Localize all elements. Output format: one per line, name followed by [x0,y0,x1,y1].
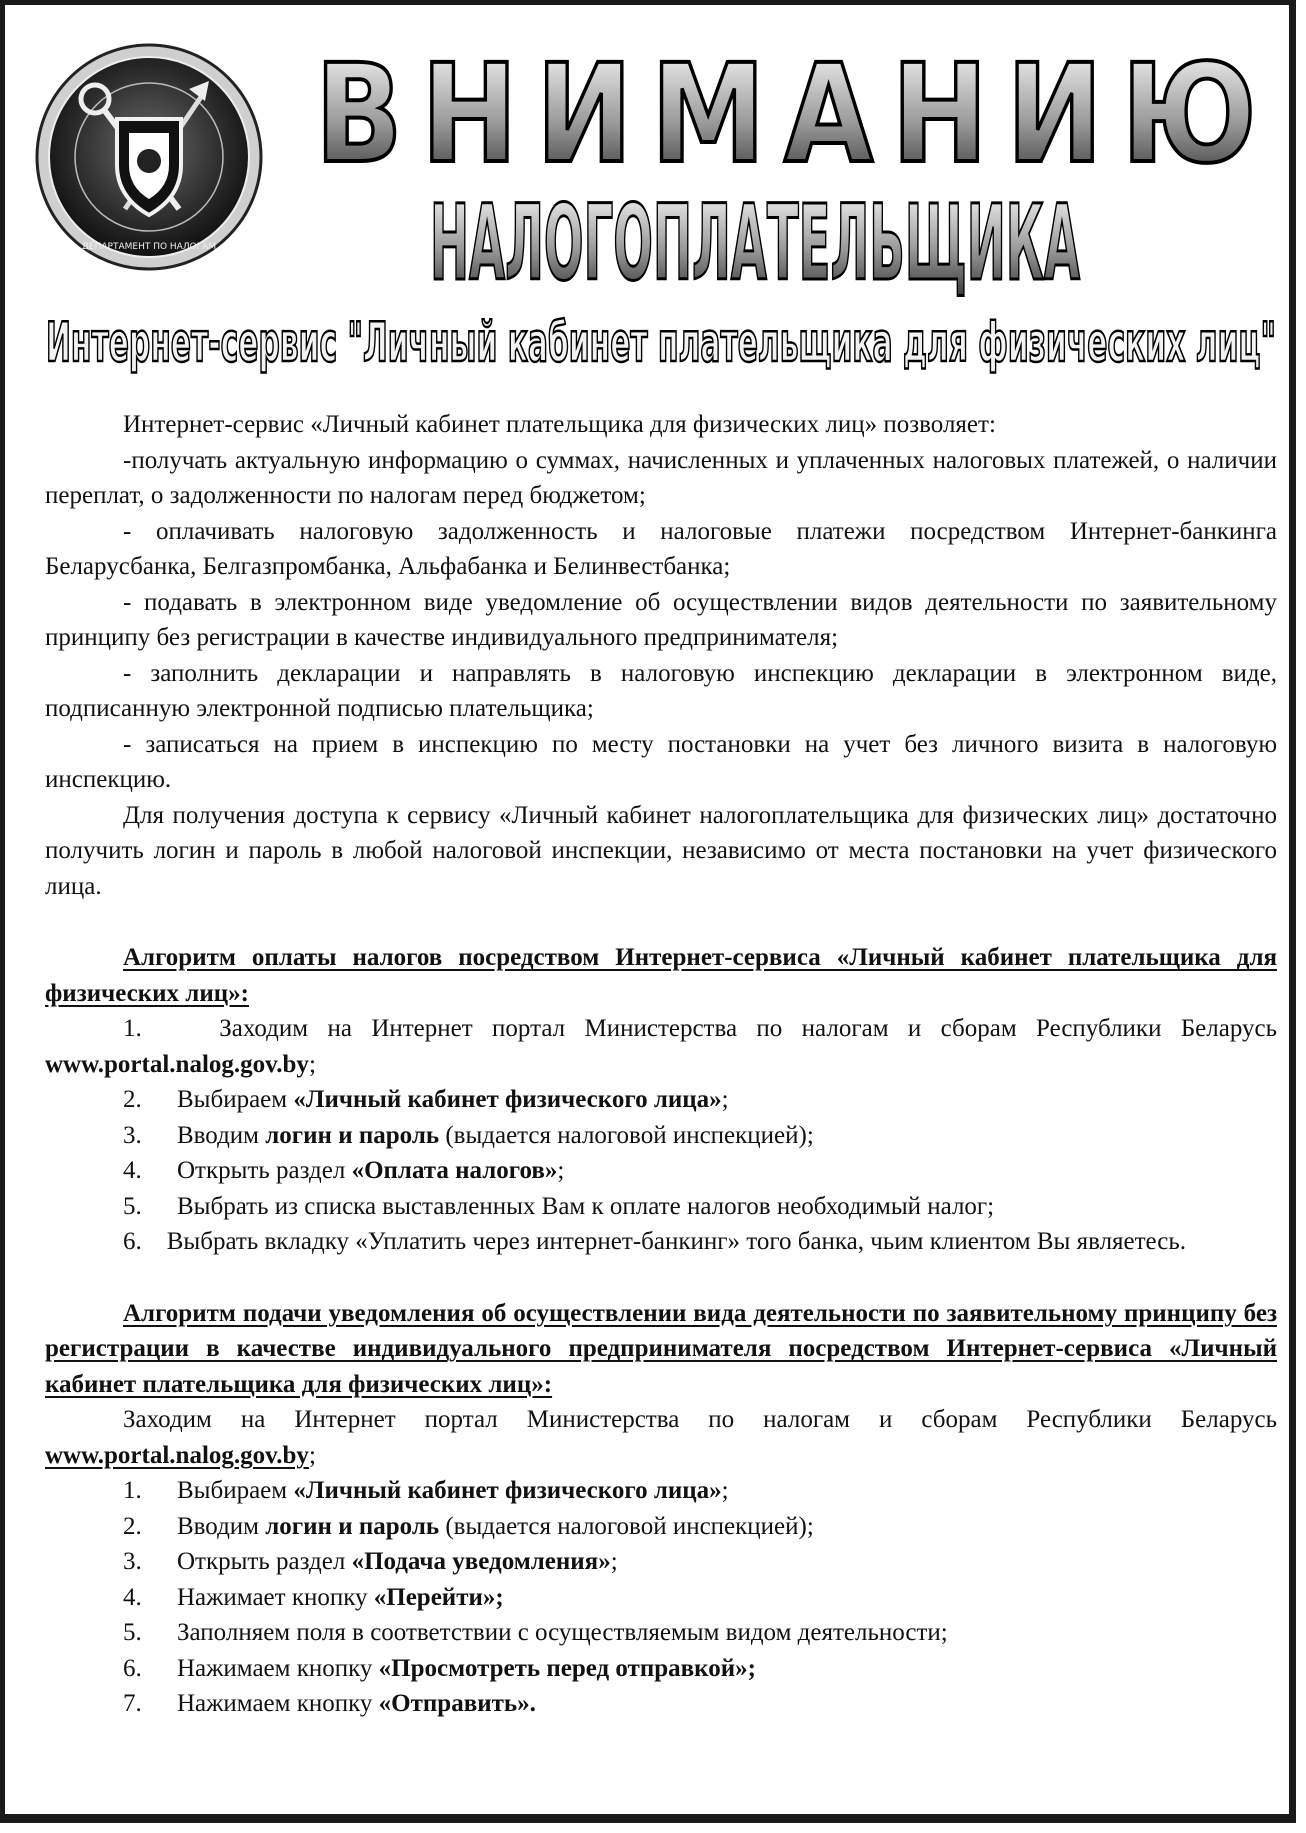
attention-title [305,36,1285,194]
list-item: 1. Заходим на Интернет портал Министерства по налогам и сборам Республики Беларусь www.portal.nalog.gov.by; [45,1015,1278,1078]
list-item: 7. Нажимаем кнопку «Отправить». [123,1690,536,1717]
intro-item: -получать актуальную информацию о суммах, начисленных и уплаченных налоговых платежей, о наличии переплат, о задолженности по налогам перед бюджетом; [45,446,1277,509]
list-item: 2. Выбираем «Личный кабинет физического лица»; [123,1086,729,1113]
list-item: 5. Заполняем поля в соответствии с осуществляемым видом деятельности; [123,1619,948,1646]
list-item: 4. Открыть раздел «Оплата налогов»; [123,1157,565,1184]
payment-algorithm-heading: Алгоритм оплаты налогов посредством Интернет-сервиса «Личный кабинет плательщика для физических лиц»: [45,944,1277,1007]
document-body [45,407,1277,1722]
list-item: 3. Вводим логин и пароль (выдается налоговой инспекцией); [123,1121,814,1149]
notification-algorithm-heading: Алгоритм подачи уведомления об осуществлении вида деятельности по заявительному принципу без регистрации в качестве индивидуального предпринимателя посредством Интернет-сервиса «Личный кабинет плательщика для физических лиц»: [45,1299,1277,1398]
tax-inspection-emblem-icon [29,37,269,277]
list-item: 1. Выбираем «Личный кабинет физического лица»; [123,1477,729,1504]
intro-item: - заполнить декларации и направлять в налоговую инспекцию декларации в электронном виде, подписанную электронной подписью плательщика; [45,659,1277,722]
intro-lead: Интернет-сервис «Личный кабинет плательщика для физических лиц» позволяет: [123,411,996,438]
list-item: 6. Нажимаем кнопку «Просмотреть перед отправкой»; [123,1654,756,1682]
intro-item: - подавать в электронном виде уведомление об осуществлении видов деятельности по заявительному принципу без регистрации в качестве индивидуального предпринимателя; [45,588,1277,651]
svg-text:ДЕПАРТАМЕНТ ПО НАЛОГАМ: ДЕПАРТАМЕНТ ПО НАЛОГАМ [81,242,217,252]
notification-steps-list [45,1473,1277,1722]
portal-lead: Заходим на Интернет портал Министерства по налогам и сборам Республики Беларусь www.portal.nalog.gov.by; [45,1406,1277,1469]
list-item: 4. Нажимает кнопку «Перейти»; [123,1583,504,1611]
list-item: 5. Выбрать из списка выставленных Вам к оплате налогов необходимый налог; [123,1192,995,1220]
service-title [41,305,1281,375]
taxpayer-title [425,182,1085,304]
taxpayer-title-text: НАЛОГОПЛАТЕЛЬЩИКА [430,182,1080,304]
intro-item: - оплачивать налоговую задолженность и налоговые платежи посредством Интернет-банкинга Беларусбанка, Белгазпромбанка, Альфабанка и Белинвестбанка; [45,517,1277,580]
payment-steps-list [45,1011,1277,1260]
access-paragraph: Для получения доступа к сервису «Личный кабинет налогоплательщика для физических лиц» достаточно получить логин и пароль в любой налоговой инспекции, независимо от места постановки на учет физического лица. [45,801,1277,900]
list-item: 6. Выбрать вкладку «Уплатить через интернет-банкинг» того банка, чьим клиентом Вы являетесь. [123,1228,1187,1255]
portal-url[interactable]: www.portal.nalog.gov.by [45,1050,309,1078]
portal-url[interactable]: www.portal.nalog.gov.by [45,1441,309,1469]
service-title-text: Интернет-сервис "Личный кабинет плательщика для физических лиц" [46,311,1276,374]
list-item: 2. Вводим логин и пароль (выдается налоговой инспекцией); [123,1512,814,1540]
attention-title-text: ВНИМАНИЮ [315,36,1275,194]
list-item: 3. Открыть раздел «Подача уведомления»; [123,1548,618,1575]
intro-item: - записаться на прием в инспекцию по месту постановки на учет без личного визита в налоговую инспекцию. [45,730,1277,793]
